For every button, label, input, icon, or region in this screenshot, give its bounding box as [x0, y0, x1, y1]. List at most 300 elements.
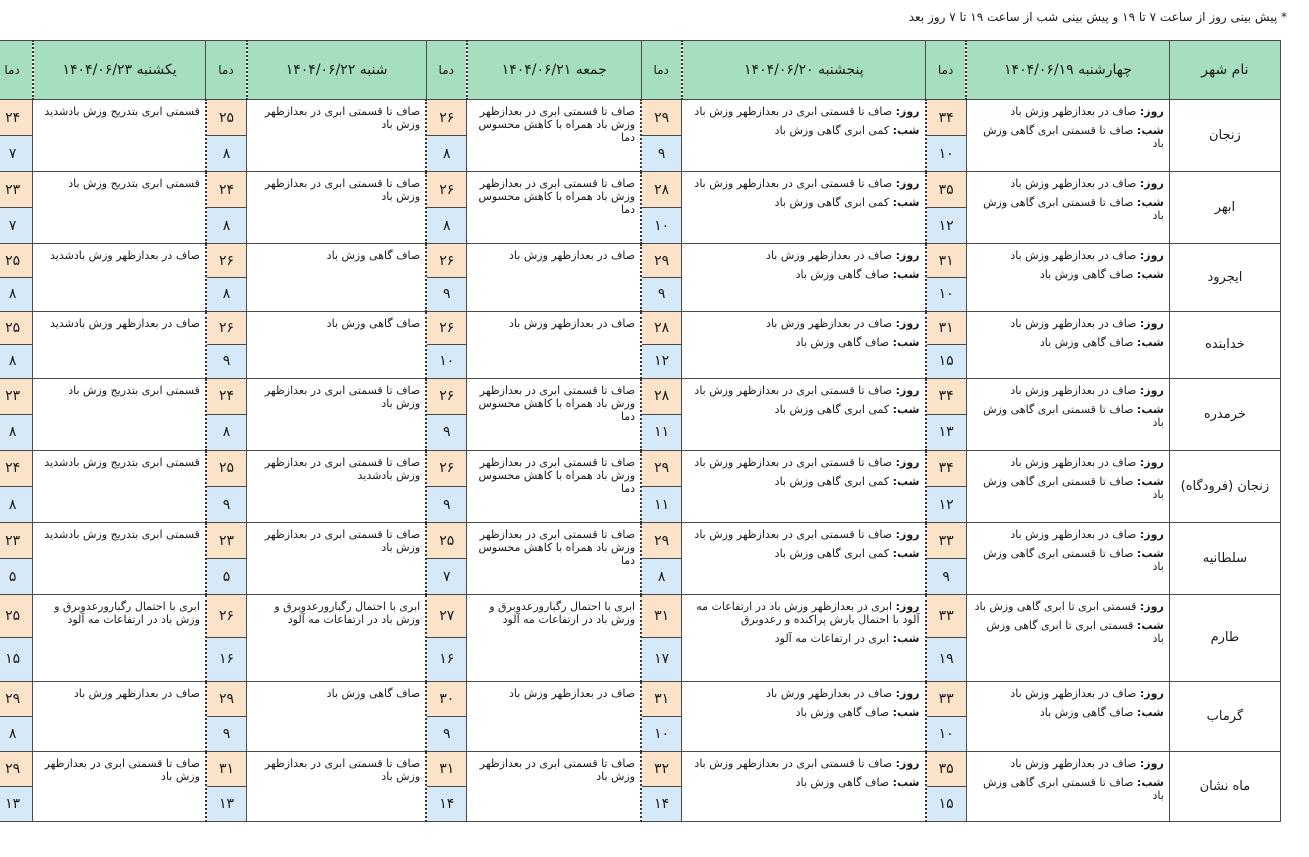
min-temp: ۸: [0, 487, 32, 522]
day-forecast: [972, 384, 1164, 397]
day-label: روز:: [1139, 756, 1164, 770]
temperature-cell: [426, 172, 467, 244]
min-temp: ۱۰: [927, 136, 966, 171]
forecast-cell: [33, 244, 206, 311]
max-temp: ۲۶: [427, 379, 466, 415]
min-temp: ۷: [427, 559, 466, 594]
forecast-cell: [966, 751, 1169, 821]
forecast-cell: [682, 100, 926, 172]
night-forecast-text: صاف گاهی وزش باد: [1039, 705, 1134, 719]
max-temp: ۲۹: [642, 100, 681, 136]
min-temp: ۱۳: [207, 787, 246, 821]
forecast-cell: [247, 311, 427, 378]
max-temp: ۲۹: [0, 682, 32, 717]
night-forecast: [687, 403, 919, 416]
forecast-text: ابری با احتمال رگبارورعدوبرق و وزش باد در ارتفاعات مه آلود: [274, 600, 421, 627]
header-city: نام شهر: [1169, 41, 1280, 100]
max-temp: ۲۳: [0, 172, 32, 208]
night-label: شب:: [1136, 775, 1164, 789]
min-temp: ۹: [207, 345, 246, 378]
min-temp: ۸: [0, 415, 32, 450]
night-label: شب:: [1136, 268, 1164, 282]
min-temp: ۵: [0, 559, 32, 594]
temperature-cell: [0, 450, 33, 522]
forecast-text: صاف در بعدازظهر وزش باد: [73, 686, 200, 700]
min-temp: ۱۲: [927, 208, 966, 243]
max-temp: ۳۳: [927, 682, 966, 717]
forecast-text: صاف در بعدازظهر وزش بادشدید: [50, 249, 200, 263]
forecast-cell: [467, 450, 641, 522]
min-temp: ۱۳: [927, 415, 966, 450]
day-forecast-text: صاف تا قسمتی ابری در بعدازظهر وزش باد: [694, 528, 893, 542]
max-temp: ۲۵: [0, 312, 32, 346]
night-label: شب:: [1136, 547, 1164, 561]
night-forecast-text: ابری در ارتفاعات مه آلود: [774, 632, 890, 646]
temperature-cell: [641, 311, 682, 378]
temperature-cell: [206, 311, 247, 378]
min-temp: ۱۰: [927, 717, 966, 751]
day-forecast: [972, 456, 1164, 469]
night-forecast-text: صاف گاهی وزش باد: [795, 335, 890, 349]
max-temp: ۲۴: [207, 172, 246, 208]
day-label: روز:: [1139, 383, 1164, 397]
temperature-cell: [641, 523, 682, 595]
min-temp: ۸: [0, 345, 32, 378]
forecast-cell: [33, 311, 206, 378]
day-forecast-text: صاف تا قسمتی ابری در بعدازظهر وزش باد: [694, 756, 893, 770]
day-forecast-text: قسمتی ابری تا ابری گاهی وزش باد: [974, 600, 1137, 614]
min-temp: ۸: [427, 208, 466, 243]
temperature-cell: [926, 751, 967, 821]
night-forecast-text: کمی ابری گاهی وزش باد: [774, 124, 890, 137]
night-forecast: [687, 632, 919, 645]
max-temp: ۲۶: [427, 451, 466, 487]
forecast-cell: [33, 450, 206, 522]
min-temp: ۸: [0, 278, 32, 311]
day-forecast-text: ابری در بعدازظهر وزش باد در ارتفاعات مه آلود با احتمال بارش پراکنده و رعدوبرق: [696, 600, 920, 627]
day-forecast-text: صاف در بعدازظهر وزش باد: [1010, 686, 1137, 700]
header-day: چهارشنبه ۱۴۰۴/۰۶/۱۹: [966, 41, 1169, 100]
forecast-cell: [247, 244, 427, 311]
temperature-cell: [641, 244, 682, 311]
day-label: روز:: [1139, 316, 1164, 330]
max-temp: ۳۵: [927, 172, 966, 208]
night-forecast-text: کمی ابری گاهی وزش باد: [774, 474, 890, 488]
night-forecast-text: صاف تا قسمتی ابری گاهی وزش باد: [983, 124, 1164, 150]
day-forecast: [687, 105, 919, 118]
night-label: شب:: [892, 632, 920, 646]
max-temp: ۲۷: [427, 595, 466, 638]
min-temp: ۹: [642, 278, 681, 311]
forecast-text: صاف تا قسمتی ابری در بعدازظهر وزش باد همراه با کاهش محسوس دما: [478, 528, 636, 568]
temperature-cell: [206, 244, 247, 311]
forecast-cell: [682, 172, 926, 244]
min-temp: ۷: [0, 136, 32, 171]
forecast-cell: [467, 681, 641, 751]
forecast-cell: [966, 311, 1169, 378]
forecast-cell: [467, 100, 641, 172]
forecast-text: ابری با احتمال رگبارورعدوبرق و وزش باد در ارتفاعات مه آلود: [54, 600, 200, 627]
temperature-cell: [426, 751, 467, 821]
night-forecast: [687, 124, 919, 137]
min-temp: ۹: [427, 717, 466, 751]
temperature-cell: [206, 751, 247, 821]
max-temp: ۳۵: [927, 752, 966, 787]
night-forecast: [972, 196, 1164, 222]
forecast-cell: [467, 172, 641, 244]
forecast-cell: [247, 450, 427, 522]
min-temp: ۱۱: [642, 487, 681, 522]
night-forecast: [687, 196, 919, 209]
night-forecast-text: صاف تا قسمتی ابری گاهی وزش باد: [983, 547, 1164, 574]
max-temp: ۳۱: [207, 752, 246, 787]
table-row: [0, 100, 1281, 172]
forecast-text: صاف در بعدازظهر وزش باد: [509, 249, 636, 263]
max-temp: ۲۵: [0, 244, 32, 278]
max-temp: ۲۶: [427, 172, 466, 208]
forecast-text: قسمتی ابری بتدریج وزش باد: [68, 177, 200, 191]
forecast-cell: [682, 244, 926, 311]
day-label: روز:: [895, 528, 920, 542]
header-day: پنجشنبه ۱۴۰۴/۰۶/۲۰: [682, 41, 926, 100]
max-temp: ۲۸: [642, 312, 681, 346]
day-forecast: [687, 456, 919, 469]
forecast-text: صاف تا قسمتی ابری در بعدازظهر وزش بادشدید: [264, 455, 421, 482]
forecast-cell: [467, 244, 641, 311]
night-forecast-text: کمی ابری گاهی وزش باد: [774, 402, 890, 416]
forecast-text: صاف تا قسمتی ابری در بعدازظهر وزش باد همراه با کاهش محسوس دما: [478, 383, 636, 423]
day-forecast-text: صاف تا قسمتی ابری در بعدازظهر وزش باد: [694, 455, 893, 469]
min-temp: ۱۰: [642, 717, 681, 751]
temperature-cell: [426, 523, 467, 595]
day-forecast: [687, 757, 919, 770]
max-temp: ۲۶: [427, 312, 466, 346]
max-temp: ۳۳: [927, 523, 966, 559]
table-row: [0, 523, 1281, 595]
temperature-cell: [426, 244, 467, 311]
header-day: شنبه ۱۴۰۴/۰۶/۲۲: [247, 41, 427, 100]
temperature-cell: [426, 595, 467, 681]
max-temp: ۲۵: [0, 595, 32, 638]
forecast-text: صاف در بعدازظهر وزش بادشدید: [50, 316, 200, 330]
min-temp: ۸: [427, 136, 466, 171]
night-forecast-text: صاف گاهی وزش باد: [795, 705, 890, 719]
min-temp: ۹: [207, 487, 246, 522]
forecast-text: صاف تا قسمتی ابری در بعدازظهر وزش باد همراه با کاهش محسوس دما: [478, 177, 636, 217]
max-temp: ۳۴: [927, 379, 966, 415]
forecast-text: قسمتی ابری بتدریج وزش باد: [68, 383, 200, 397]
temperature-cell: [0, 681, 33, 751]
night-forecast: [687, 268, 919, 281]
max-temp: ۲۸: [642, 379, 681, 415]
forecast-note: * پیش بینی روز از ساعت ۷ تا ۱۹ و پیش بینی شب از ساعت ۱۹ تا ۷ روز بعد: [908, 10, 1287, 24]
night-label: شب:: [892, 547, 920, 561]
temperature-cell: [0, 311, 33, 378]
day-forecast-text: صاف در بعدازظهر وزش باد: [1010, 316, 1137, 330]
temperature-cell: [641, 595, 682, 681]
forecast-text: صاف تا قسمتی ابری در بعدازظهر وزش باد: [264, 528, 421, 555]
temperature-cell: [206, 378, 247, 450]
temperature-cell: [926, 172, 967, 244]
night-label: شب:: [1136, 402, 1164, 416]
forecast-text: صاف تا قسمتی ابری در بعدازظهر وزش باد: [264, 105, 421, 131]
forecast-cell: [682, 450, 926, 522]
temperature-cell: [0, 523, 33, 595]
max-temp: ۳۱: [642, 595, 681, 638]
table-row: [0, 378, 1281, 450]
max-temp: ۲۹: [207, 682, 246, 717]
day-label: روز:: [1139, 600, 1164, 614]
day-forecast-text: صاف تا قسمتی ابری در بعدازظهر وزش باد: [694, 105, 893, 118]
night-forecast-text: صاف گاهی وزش باد: [1039, 268, 1134, 282]
night-forecast: [972, 403, 1164, 429]
temperature-cell: [641, 172, 682, 244]
header-temp: دما: [206, 41, 247, 100]
day-label: روز:: [895, 249, 920, 263]
min-temp: ۹: [642, 136, 681, 171]
forecast-cell: [467, 595, 641, 681]
max-temp: ۲۵: [207, 451, 246, 487]
forecast-cell: [682, 311, 926, 378]
day-forecast: [687, 249, 919, 262]
temperature-cell: [426, 681, 467, 751]
forecast-cell: [33, 681, 206, 751]
max-temp: ۲۴: [0, 451, 32, 487]
night-forecast: [687, 475, 919, 488]
day-forecast-text: صاف در بعدازظهر وزش باد: [766, 686, 893, 700]
forecast-cell: [33, 378, 206, 450]
max-temp: ۲۶: [427, 244, 466, 278]
temperature-cell: [0, 378, 33, 450]
night-label: شب:: [892, 705, 920, 719]
day-forecast-text: صاف تا قسمتی ابری در بعدازظهر وزش باد: [694, 383, 893, 397]
temperature-cell: [206, 681, 247, 751]
min-temp: ۹: [427, 278, 466, 311]
max-temp: ۳۱: [642, 682, 681, 717]
min-temp: ۸: [207, 415, 246, 450]
forecast-cell: [247, 523, 427, 595]
day-label: روز:: [895, 455, 920, 469]
max-temp: ۲۶: [207, 595, 246, 638]
max-temp: ۲۶: [427, 100, 466, 136]
day-label: روز:: [895, 177, 920, 191]
forecast-text: قسمتی ابری بتدریج وزش بادشدید: [44, 455, 200, 469]
max-temp: ۳۳: [927, 595, 966, 638]
night-forecast-text: صاف تا قسمتی ابری گاهی وزش باد: [983, 196, 1164, 223]
day-forecast: [972, 600, 1164, 613]
forecast-text: صاف در بعدازظهر وزش باد: [509, 686, 636, 700]
min-temp: ۸: [207, 208, 246, 243]
night-label: شب:: [892, 402, 920, 416]
temperature-cell: [641, 681, 682, 751]
table-row: [0, 172, 1281, 244]
temperature-cell: [641, 378, 682, 450]
header-temp: دما: [0, 41, 33, 100]
forecast-cell: [33, 751, 206, 821]
night-forecast: [972, 706, 1164, 719]
min-temp: ۱۵: [927, 787, 966, 821]
night-forecast: [972, 124, 1164, 150]
night-forecast-text: قسمتی ابری تا ابری گاهی وزش باد: [986, 619, 1164, 646]
forecast-text: صاف تا قسمتی ابری در بعدازظهر وزش باد: [264, 383, 421, 410]
city-name: زنجان: [1169, 100, 1280, 172]
table-row: [0, 311, 1281, 378]
max-temp: ۳۰: [427, 682, 466, 717]
forecast-text: ابری با احتمال رگبارورعدوبرق و وزش باد در ارتفاعات مه آلود: [489, 600, 636, 627]
max-temp: ۲۹: [642, 244, 681, 278]
day-forecast: [972, 528, 1164, 541]
day-label: روز:: [895, 383, 920, 397]
min-temp: ۱۷: [642, 638, 681, 680]
city-name: سلطانیه: [1169, 523, 1280, 595]
temperature-cell: [926, 378, 967, 450]
forecast-text: صاف تا قسمتی ابری در بعدازظهر وزش باد: [264, 177, 421, 204]
temperature-cell: [206, 172, 247, 244]
city-name: خرمدره: [1169, 378, 1280, 450]
forecast-cell: [966, 378, 1169, 450]
max-temp: ۳۱: [927, 244, 966, 278]
day-forecast-text: صاف در بعدازظهر وزش باد: [1010, 756, 1137, 770]
day-label: روز:: [1139, 455, 1164, 469]
min-temp: ۱۱: [642, 415, 681, 450]
day-label: روز:: [895, 316, 920, 330]
temperature-cell: [641, 100, 682, 172]
max-temp: ۲۵: [427, 523, 466, 559]
table-row: [0, 681, 1281, 751]
min-temp: ۵: [207, 559, 246, 594]
min-temp: ۹: [927, 559, 966, 594]
night-label: شب:: [1136, 474, 1164, 488]
temperature-cell: [206, 523, 247, 595]
forecast-text: صاف در بعدازظهر وزش باد: [509, 316, 636, 330]
day-forecast-text: صاف در بعدازظهر وزش باد: [1010, 105, 1137, 118]
min-temp: ۸: [207, 278, 246, 311]
day-label: روز:: [1139, 177, 1164, 191]
forecast-cell: [682, 523, 926, 595]
header-temp: دما: [426, 41, 467, 100]
max-temp: ۲۹: [642, 523, 681, 559]
min-temp: ۹: [207, 717, 246, 751]
max-temp: ۳۴: [927, 451, 966, 487]
city-name: طارم: [1169, 595, 1280, 681]
temperature-cell: [926, 100, 967, 172]
max-temp: ۲۹: [642, 451, 681, 487]
forecast-cell: [966, 244, 1169, 311]
forecast-text: صاف تا قسمتی ابری در بعدازظهر وزش باد: [44, 756, 200, 783]
day-label: روز:: [1139, 249, 1164, 263]
day-label: روز:: [1139, 686, 1164, 700]
forecast-cell: [966, 100, 1169, 172]
night-forecast-text: صاف تا قسمتی ابری گاهی وزش باد: [983, 775, 1164, 802]
min-temp: ۱۰: [642, 208, 681, 243]
min-temp: ۱۶: [427, 638, 466, 680]
day-label: روز:: [895, 686, 920, 700]
day-forecast: [972, 177, 1164, 190]
forecast-cell: [966, 523, 1169, 595]
day-forecast: [687, 687, 919, 700]
night-label: شب:: [892, 474, 920, 488]
temperature-cell: [0, 595, 33, 681]
min-temp: ۸: [207, 136, 246, 171]
city-name: خدابنده: [1169, 311, 1280, 378]
day-forecast: [972, 317, 1164, 330]
day-forecast: [972, 105, 1164, 118]
table-row: [0, 450, 1281, 522]
forecast-text: قسمتی ابری بتدریج وزش بادشدید: [44, 528, 200, 542]
max-temp: ۲۳: [207, 523, 246, 559]
temperature-cell: [926, 450, 967, 522]
temperature-cell: [0, 172, 33, 244]
forecast-cell: [467, 751, 641, 821]
table-row: [0, 595, 1281, 681]
table-body: [0, 100, 1281, 822]
temperature-cell: [206, 100, 247, 172]
max-temp: ۲۶: [207, 244, 246, 278]
day-forecast: [972, 757, 1164, 770]
header-row: [0, 41, 1281, 100]
night-label: شب:: [1136, 124, 1164, 137]
min-temp: ۱۲: [642, 345, 681, 378]
temperature-cell: [426, 311, 467, 378]
night-label: شب:: [892, 775, 920, 789]
max-temp: ۲۸: [642, 172, 681, 208]
min-temp: ۸: [642, 559, 681, 594]
night-forecast-text: صاف گاهی وزش باد: [795, 775, 890, 789]
temperature-cell: [426, 450, 467, 522]
night-forecast-text: کمی ابری گاهی وزش باد: [774, 196, 890, 210]
forecast-cell: [247, 595, 427, 681]
table-row: [0, 751, 1281, 821]
temperature-cell: [206, 595, 247, 681]
max-temp: ۳۴: [927, 100, 966, 136]
min-temp: ۸: [0, 717, 32, 751]
night-forecast: [972, 268, 1164, 281]
temperature-cell: [926, 681, 967, 751]
day-forecast: [972, 249, 1164, 262]
day-forecast: [972, 687, 1164, 700]
night-forecast: [972, 776, 1164, 802]
night-label: شب:: [892, 335, 920, 349]
night-forecast-text: کمی ابری گاهی وزش باد: [774, 547, 890, 561]
forecast-cell: [247, 681, 427, 751]
forecast-cell: [467, 311, 641, 378]
max-temp: ۳۱: [927, 312, 966, 346]
forecast-cell: [966, 450, 1169, 522]
temperature-cell: [926, 523, 967, 595]
temperature-cell: [926, 595, 967, 681]
night-forecast: [972, 336, 1164, 349]
header-day: یکشنبه ۱۴۰۴/۰۶/۲۳: [33, 41, 206, 100]
forecast-cell: [33, 595, 206, 681]
min-temp: ۹: [427, 487, 466, 522]
max-temp: ۳۲: [642, 752, 681, 787]
day-forecast-text: صاف در بعدازظهر وزش باد: [766, 249, 893, 263]
forecast-cell: [682, 681, 926, 751]
city-name: گرماب: [1169, 681, 1280, 751]
day-forecast-text: صاف تا قسمتی ابری در بعدازظهر وزش باد: [694, 177, 893, 191]
forecast-cell: [467, 523, 641, 595]
day-forecast-text: صاف در بعدازظهر وزش باد: [1010, 177, 1137, 191]
max-temp: ۲۵: [207, 100, 246, 136]
temperature-cell: [641, 751, 682, 821]
night-label: شب:: [1136, 196, 1164, 210]
night-label: شب:: [892, 124, 920, 137]
min-temp: ۱۴: [642, 787, 681, 821]
max-temp: ۲۴: [207, 379, 246, 415]
forecast-text: صاف تا قسمتی ابری در بعدازظهر وزش باد: [264, 756, 421, 783]
forecast-cell: [682, 378, 926, 450]
day-forecast-text: صاف در بعدازظهر وزش باد: [1010, 249, 1137, 263]
